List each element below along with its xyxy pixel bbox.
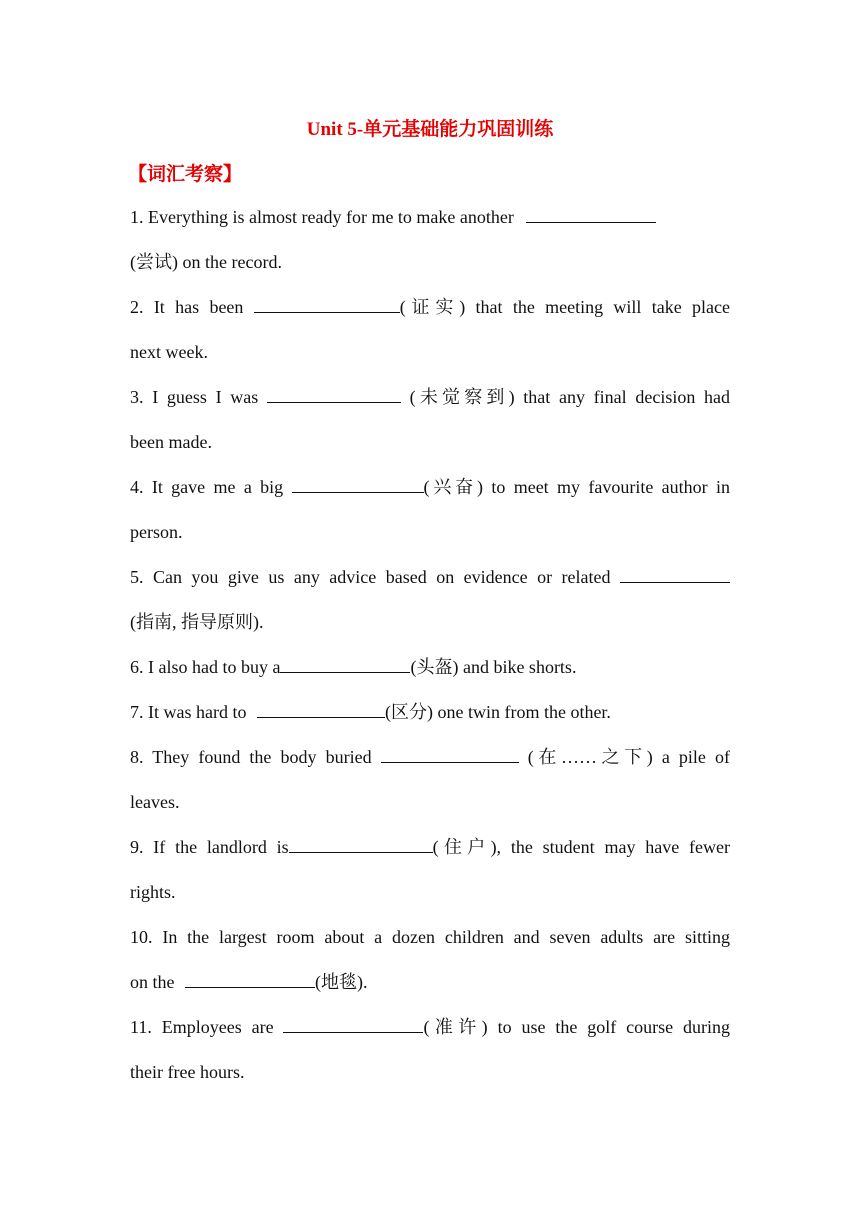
question-text: the student may have fewer (510, 837, 730, 857)
question-text: 10. In the largest room about a dozen children and seven adults are sitting (130, 927, 730, 947)
question-text: (住户), (432, 837, 502, 857)
question-text: that the meeting will take place (475, 297, 731, 317)
question-3 (130, 375, 730, 465)
question-7 (130, 690, 730, 735)
question-text: 3. I guess I was (130, 387, 259, 407)
answer-blank[interactable] (257, 703, 385, 718)
question-4 (130, 465, 730, 555)
question-text: on the (130, 972, 175, 992)
question-text: 6. I also had to buy a (130, 657, 281, 677)
question-text: 11. Employees are (130, 1017, 274, 1037)
question-text: to use the golf course during (497, 1017, 731, 1037)
question-text: (准许) (423, 1017, 488, 1037)
page-title: Unit 5-单元基础能力巩固训练 (306, 119, 554, 140)
question-text: 1. Everything is almost ready for me to make another (130, 207, 514, 227)
question-text: 7. It was hard to (130, 702, 247, 722)
question-text: to meet my favourite author in (491, 477, 730, 497)
question-text: (头盔) and bike shorts. (410, 657, 577, 677)
question-text: person. (130, 522, 183, 542)
answer-blank[interactable] (267, 388, 401, 403)
question-text: (未觉察到) that any final decision had (409, 387, 731, 407)
question-text: (证实) (399, 297, 466, 317)
question-text: rights. (130, 882, 176, 902)
answer-blank[interactable] (280, 658, 410, 673)
question-text: 4. It gave me a big (130, 477, 284, 497)
question-text: (兴奋) (423, 477, 484, 497)
question-5 (130, 555, 730, 645)
answer-blank[interactable] (254, 298, 400, 313)
question-text: (区分) one twin from the other. (384, 702, 611, 722)
answer-blank[interactable] (185, 973, 315, 988)
question-2 (130, 285, 730, 375)
question-text: 5. Can you give us any advice based on evidence or related (130, 567, 611, 587)
question-text: (地毯). (315, 972, 368, 992)
question-text: 8. They found the body buried (130, 747, 372, 767)
question-text: (在……之下) a pile of (527, 747, 730, 767)
question-text: (尝试) on the record. (130, 252, 282, 272)
question-text: been made. (130, 432, 212, 452)
question-text: leaves. (130, 792, 180, 812)
question-6 (130, 645, 730, 690)
answer-blank[interactable] (526, 208, 656, 223)
question-11 (130, 1005, 730, 1095)
question-text: their free hours. (130, 1062, 245, 1082)
question-10 (130, 915, 730, 1005)
answer-blank[interactable] (283, 1018, 423, 1033)
answer-blank[interactable] (620, 568, 730, 583)
answer-blank[interactable] (292, 478, 424, 493)
answer-blank[interactable] (289, 838, 433, 853)
section-heading: 【词汇考察】 (128, 164, 243, 185)
question-text: 2. It has been (130, 297, 244, 317)
question-text: (指南, 指导原则). (130, 612, 264, 632)
question-text: 9. If the landlord is (130, 837, 289, 857)
answer-blank[interactable] (381, 748, 519, 763)
question-9 (130, 825, 730, 915)
question-text: next week. (130, 342, 208, 362)
question-1 (130, 195, 730, 285)
question-8 (130, 735, 730, 825)
